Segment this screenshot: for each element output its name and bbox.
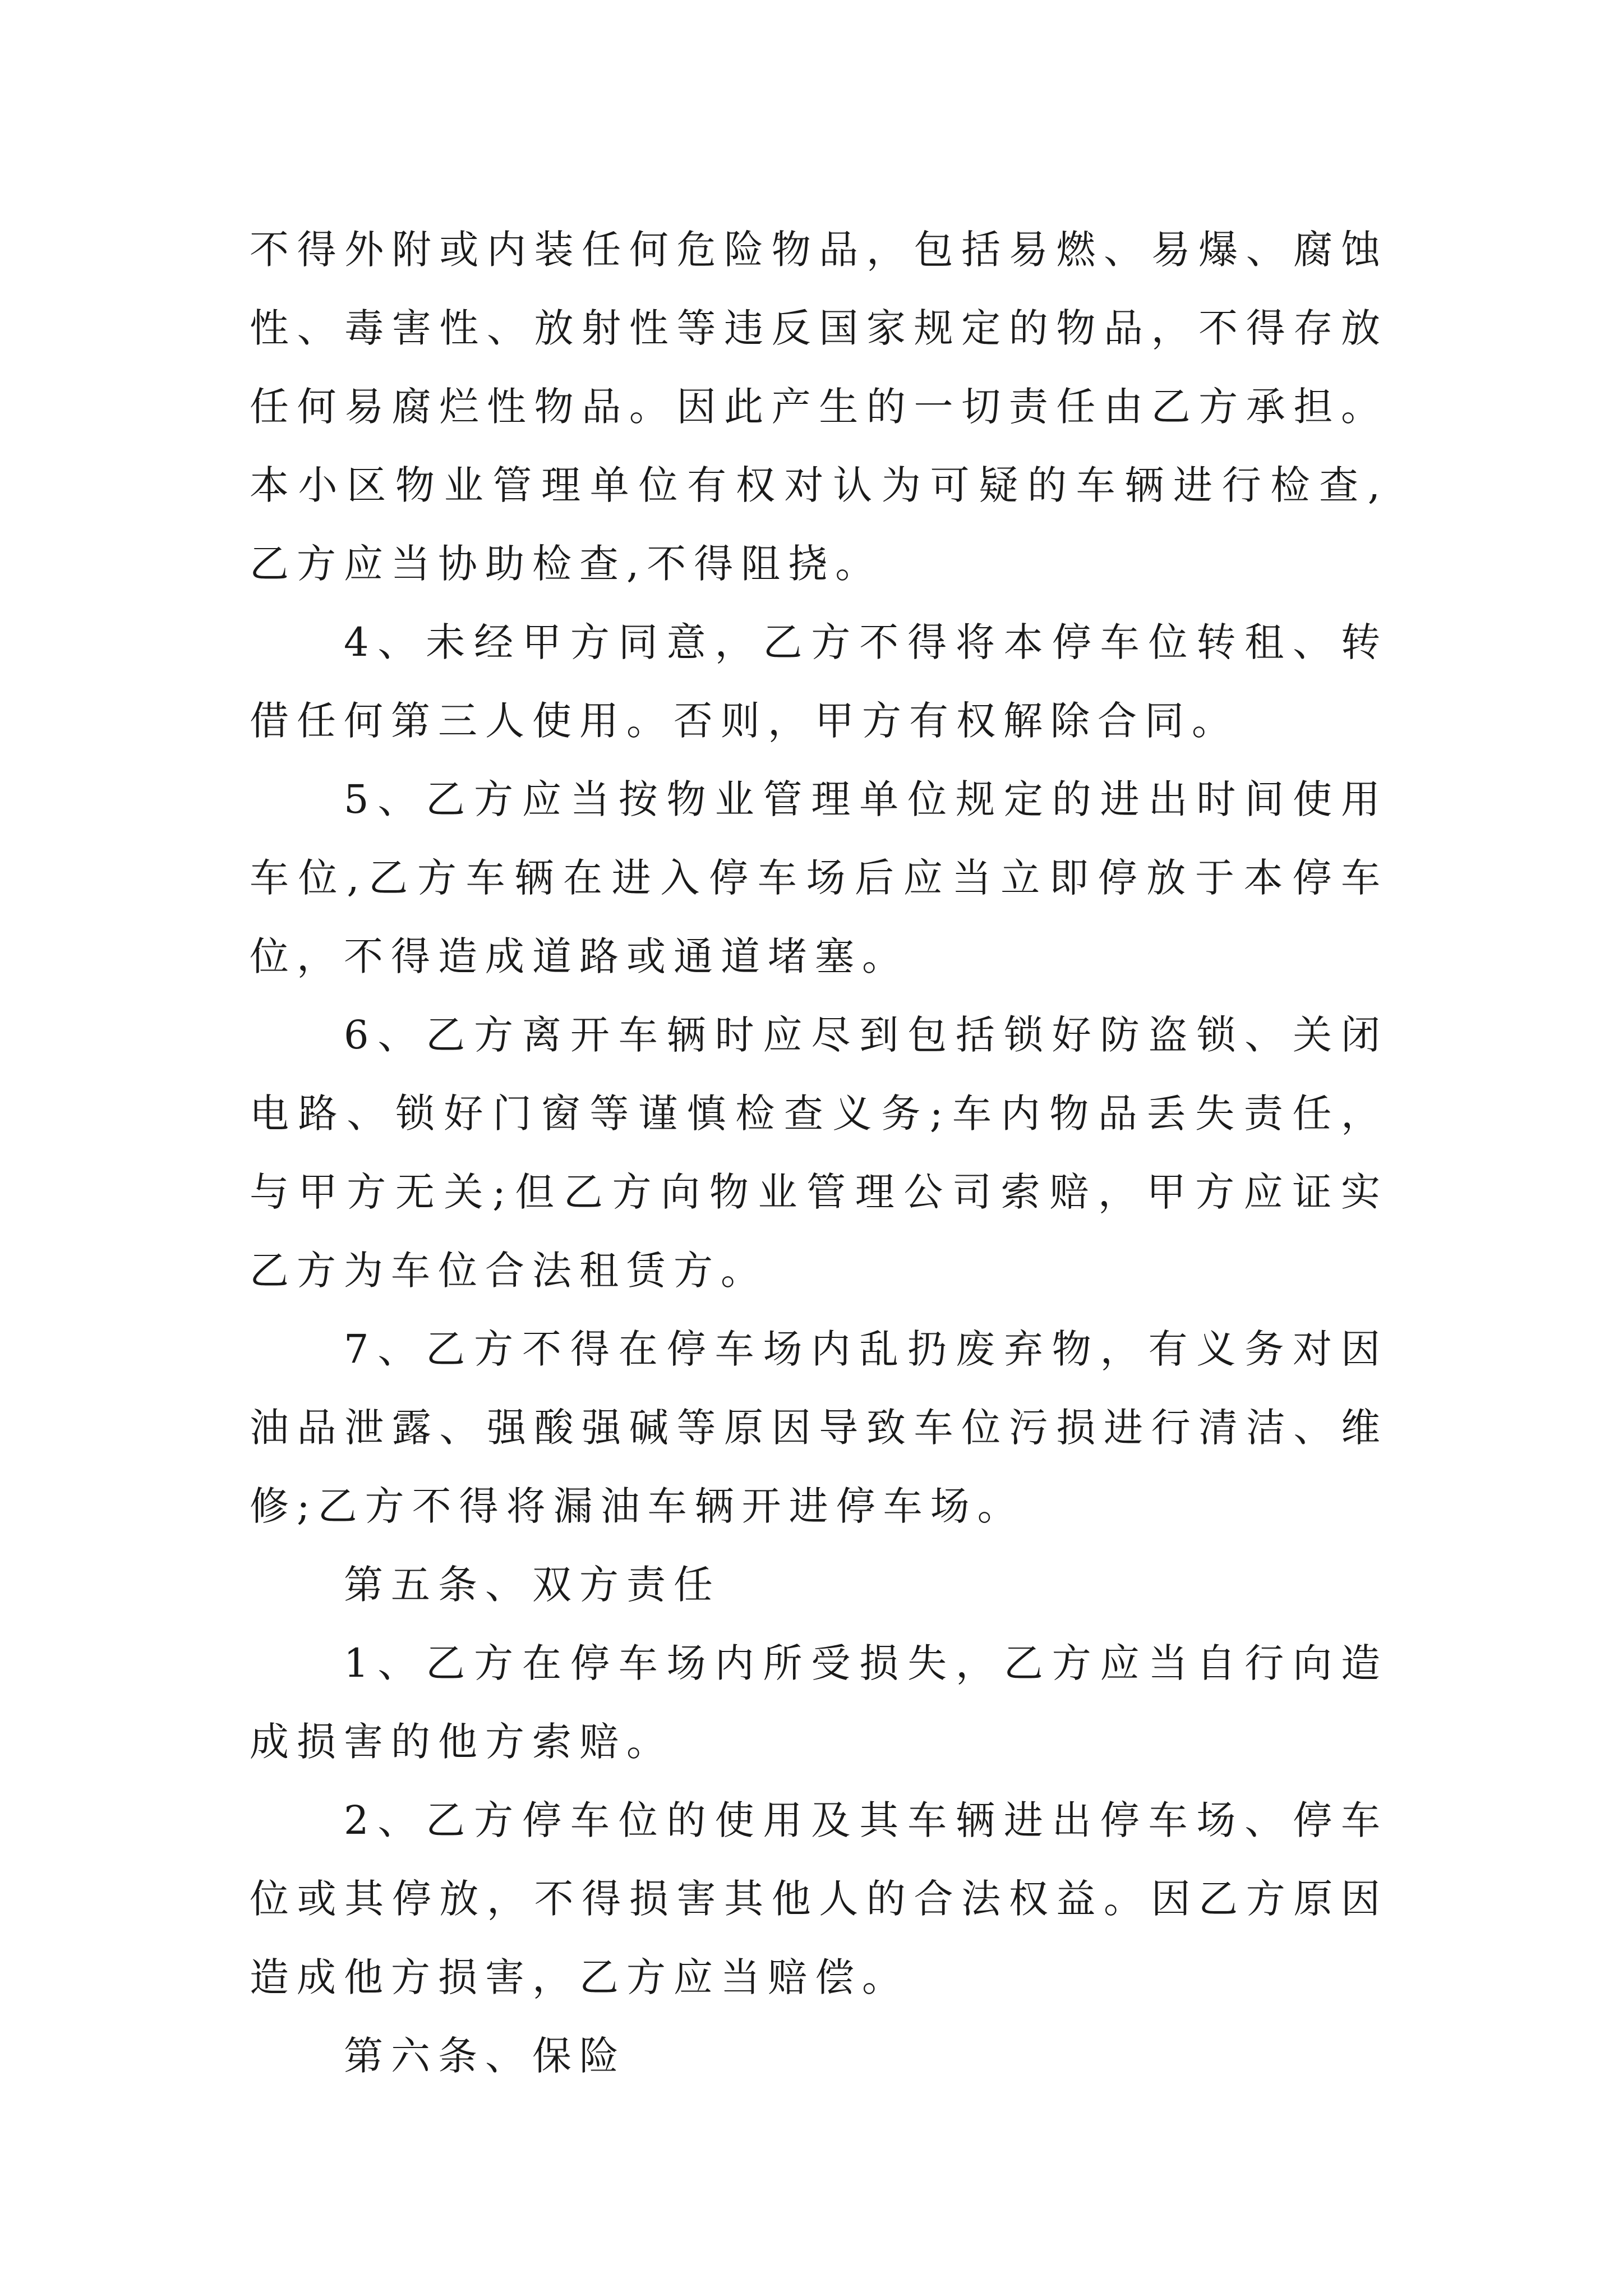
- section-heading-article-6: 第六条、保险: [344, 2033, 626, 2079]
- paragraph-clause-6: 6、乙方离开车辆时应尽到包括锁好防盗锁、关闭电路、锁好门窗等谨慎检查义务;车内物品丢失责任，与甲方无关;但乙方向物业管理公司索赔，甲方应证实乙方为车位合法租赁方。: [250, 1012, 1388, 1294]
- paragraph-article-5-clause-1: 1、乙方在停车场内所受损失，乙方应当自行向造成损害的他方索赔。: [250, 1640, 1388, 1765]
- document-body: [250, 210, 1388, 2095]
- paragraph-clause-4: 4、未经甲方同意，乙方不得将本停车位转租、转借任何第三人使用。否则，甲方有权解除合同。: [250, 619, 1388, 744]
- paragraph-continuation: 不得外附或内装任何危险物品，包括易燃、易爆、腐蚀性、毒害性、放射性等违反国家规定的物品，不得存放任何易腐烂性物品。因此产生的一切责任由乙方承担。本小区物业管理单位有权对认为可疑的车辆进行检查,乙方应当协助检查,不得阻挠。: [250, 227, 1388, 587]
- section-heading-article-5: 第五条、双方责任: [344, 1562, 721, 1608]
- paragraph-clause-5: 5、乙方应当按物业管理单位规定的进出时间使用车位,乙方车辆在进入停车场后应当立即停放于本停车位，不得造成道路或通道堵塞。: [250, 776, 1388, 979]
- paragraph-clause-7: 7、乙方不得在停车场内乱扔废弃物，有义务对因油品泄露、强酸强碱等原因导致车位污损进行清洁、维修;乙方不得将漏油车辆开进停车场。: [250, 1326, 1388, 1529]
- paragraph-article-5-clause-2: 2、乙方停车位的使用及其车辆进出停车场、停车位或其停放，不得损害其他人的合法权益。因乙方原因造成他方损害，乙方应当赔偿。: [250, 1797, 1388, 2000]
